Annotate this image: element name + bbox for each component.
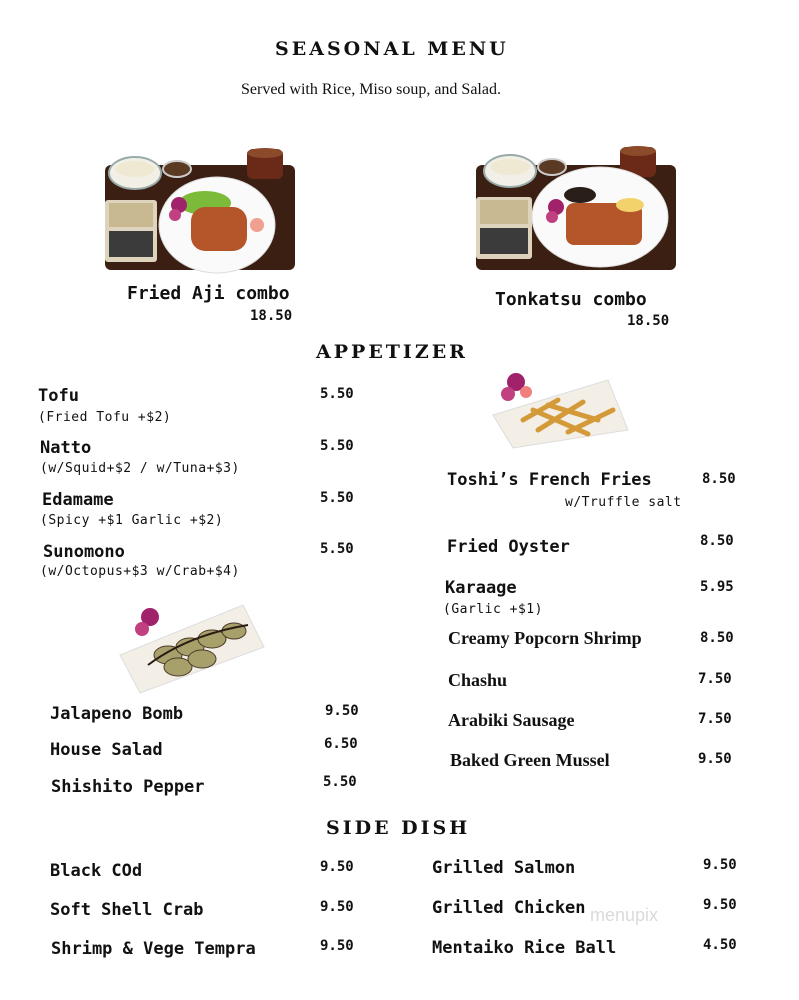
menu-item-price: 9.50 [320, 859, 354, 875]
menu-item-price: 8.50 [700, 630, 734, 646]
menu-item-name: Creamy Popcorn Shrimp [448, 628, 642, 648]
menu-item-price: 9.50 [698, 751, 732, 767]
menu-item-price: 8.50 [700, 533, 734, 549]
menu-item-price: 4.50 [703, 937, 737, 953]
menu-item-price: 5.50 [323, 774, 357, 790]
menu-item-price: 5.50 [320, 541, 354, 557]
menu-item-price: 5.50 [320, 386, 354, 402]
menu-title: SEASONAL MENU [275, 38, 509, 60]
menu-item-name: Toshi’s French Fries [447, 470, 652, 490]
menu-item-name: Grilled Chicken [432, 898, 586, 918]
menu-item-name: House Salad [50, 740, 163, 760]
menu-item-price: 8.50 [702, 471, 736, 487]
menu-item-name: Sunomono [43, 542, 125, 562]
menu-item-price: 9.50 [325, 703, 359, 719]
combo-name: Tonkatsu combo [495, 289, 647, 310]
menu-item-note: (Spicy +$1 Garlic +$2) [40, 513, 224, 528]
menu-item-price: 7.50 [698, 671, 732, 687]
menu-item-price: 5.50 [320, 438, 354, 454]
french-fries-photo [488, 360, 633, 450]
menu-item-name: Grilled Salmon [432, 858, 576, 878]
menu-item-note: (w/Octopus+$3 w/Crab+$4) [40, 564, 240, 579]
watermark-text: menupix [590, 905, 659, 925]
menu-item-name: Black COd [50, 861, 143, 881]
menu-item-name: Jalapeno Bomb [50, 704, 184, 724]
menu-item-name: Tofu [38, 386, 79, 406]
menu-item-name: Soft Shell Crab [50, 900, 204, 920]
menu-item-price: 6.50 [324, 736, 358, 752]
menu-item-name: Baked Green Mussel [450, 750, 610, 770]
menu-item-name: Mentaiko Rice Ball [432, 938, 617, 958]
combo-name: Fried Aji combo [127, 283, 290, 304]
combo-price: 18.50 [627, 313, 670, 329]
menu-item-name: Shishito Pepper [51, 777, 205, 797]
menu-item-name: Fried Oyster [447, 537, 570, 557]
menu-item-name: Karaage [445, 578, 517, 598]
menu-item-note: (w/Squid+$2 / w/Tuna+$3) [40, 461, 240, 476]
menu-subtitle: Served with Rice, Miso soup, and Salad. [241, 81, 501, 98]
menu-item-price: 9.50 [703, 897, 737, 913]
side-dish-heading: SIDE DISH [326, 817, 471, 839]
menu-item-price: 7.50 [698, 711, 732, 727]
tonkatsu-combo-photo [470, 145, 685, 285]
menu-item-price: 9.50 [320, 938, 354, 954]
menu-item-price: 5.50 [320, 490, 354, 506]
menu-item-name: Chashu [448, 670, 508, 690]
combo-price: 18.50 [250, 308, 293, 324]
menu-item-name: Edamame [42, 490, 114, 510]
menu-item-name: Arabiki Sausage [448, 710, 575, 730]
menu-item-note: w/Truffle salt [565, 495, 682, 510]
menu-item-price: 9.50 [703, 857, 737, 873]
menu-item-price: 5.95 [700, 579, 734, 595]
menu-item-note: (Garlic +$1) [443, 602, 543, 617]
menu-item-note: (Fried Tofu +$2) [38, 410, 172, 425]
appetizer-heading: APPETIZER [316, 341, 468, 363]
menu-item-name: Natto [40, 438, 92, 458]
fried-aji-combo-photo [97, 145, 302, 280]
jalapeno-bomb-photo [118, 595, 266, 695]
menu-item-price: 9.50 [320, 899, 354, 915]
menu-item-name: Shrimp & Vege Tempra [51, 939, 256, 959]
